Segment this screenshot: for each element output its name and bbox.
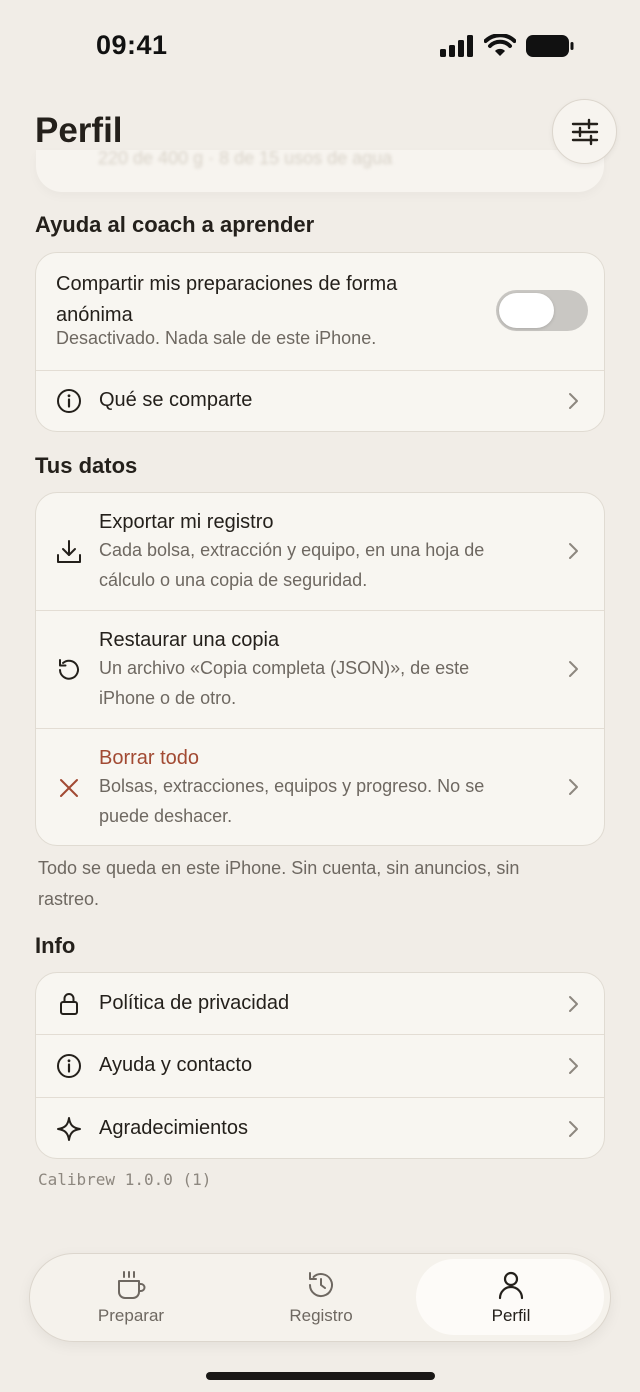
chevron-right-icon: [566, 995, 580, 1013]
export-subtitle: Cada bolsa, extracción y equipo, en una hoja de cálculo o una copia de seguridad.: [99, 540, 485, 590]
info-card: [35, 972, 605, 1159]
share-status: Desactivado. Nada sale de este iPhone.: [56, 328, 377, 348]
help-contact-label: Ayuda y contacto: [99, 1054, 253, 1076]
data-card: [35, 492, 605, 846]
download-icon: [56, 539, 82, 565]
share-toggle[interactable]: [496, 290, 588, 331]
history-icon: [305, 1269, 337, 1301]
restore-icon: [56, 657, 82, 683]
chevron-right-icon: [566, 1120, 580, 1138]
tab-perfil-label: Perfil: [491, 1306, 531, 1325]
sparkle-icon: [56, 1116, 82, 1142]
wifi-icon: [484, 34, 516, 58]
lock-icon: [56, 991, 82, 1017]
chevron-right-icon: [566, 660, 580, 678]
scrolled-card-text: 220 de 400 g · 8 de 15 usos de agua: [98, 150, 393, 168]
info-section-title: Info: [35, 933, 76, 958]
chevron-right-icon: [566, 392, 580, 410]
restore-row[interactable]: [36, 611, 604, 729]
battery-icon: [526, 35, 574, 57]
info-icon: [56, 1053, 82, 1079]
delete-all-subtitle: Bolsas, extracciones, equipos y progreso. No se puede deshacer.: [99, 776, 485, 826]
status-icons: [440, 34, 574, 58]
chevron-right-icon: [566, 1057, 580, 1075]
what-is-shared-row[interactable]: [36, 371, 604, 432]
acknowledgements-label: Agradecimientos: [99, 1117, 248, 1139]
what-is-shared-label: Qué se comparte: [99, 389, 253, 411]
info-icon: [56, 388, 82, 414]
tab-registro-label: Registro: [289, 1306, 353, 1325]
restore-subtitle: Un archivo «Copia completa (JSON)», de este iPhone o de otro.: [99, 658, 470, 708]
coach-card: [35, 252, 605, 432]
toggle-knob: [499, 293, 554, 328]
export-title: Exportar mi registro: [99, 511, 274, 533]
tab-bar: [29, 1253, 611, 1342]
share-title: Compartir mis preparaciones de forma anónima: [56, 273, 398, 326]
share-row[interactable]: [36, 253, 604, 371]
home-indicator: [206, 1372, 435, 1380]
data-section-title: Tus datos: [35, 453, 138, 478]
chevron-right-icon: [566, 542, 580, 560]
app-version: Calibrew 1.0.0 (1): [38, 1170, 212, 1189]
coach-section-title: Ayuda al coach a aprender: [35, 212, 315, 237]
sliders-icon: [570, 117, 600, 147]
close-icon: [56, 775, 82, 801]
restore-title: Restaurar una copia: [99, 629, 280, 651]
tab-preparar-label: Preparar: [97, 1306, 165, 1325]
status-bar: [0, 0, 640, 90]
cellular-signal-icon: [440, 35, 474, 57]
export-row[interactable]: [36, 493, 604, 611]
tab-preparar[interactable]: [36, 1254, 226, 1341]
status-time: 09:41: [96, 30, 168, 60]
delete-all-row[interactable]: [36, 729, 604, 845]
privacy-footnote: Todo se queda en este iPhone. Sin cuenta, sin anuncios, sin rastreo.: [38, 858, 520, 909]
privacy-policy-row[interactable]: [36, 973, 604, 1035]
coffee-cup-icon: [115, 1269, 147, 1301]
help-contact-row[interactable]: [36, 1035, 604, 1098]
tab-registro[interactable]: [226, 1254, 416, 1341]
chevron-right-icon: [566, 778, 580, 796]
privacy-policy-label: Política de privacidad: [99, 992, 290, 1014]
acknowledgements-row[interactable]: [36, 1098, 604, 1159]
tab-perfil[interactable]: [416, 1254, 606, 1341]
page-title: Perfil: [35, 111, 123, 150]
person-icon: [495, 1269, 527, 1301]
header: [0, 95, 640, 175]
delete-all-title: Borrar todo: [99, 747, 200, 769]
filter-settings-button[interactable]: [552, 99, 617, 164]
